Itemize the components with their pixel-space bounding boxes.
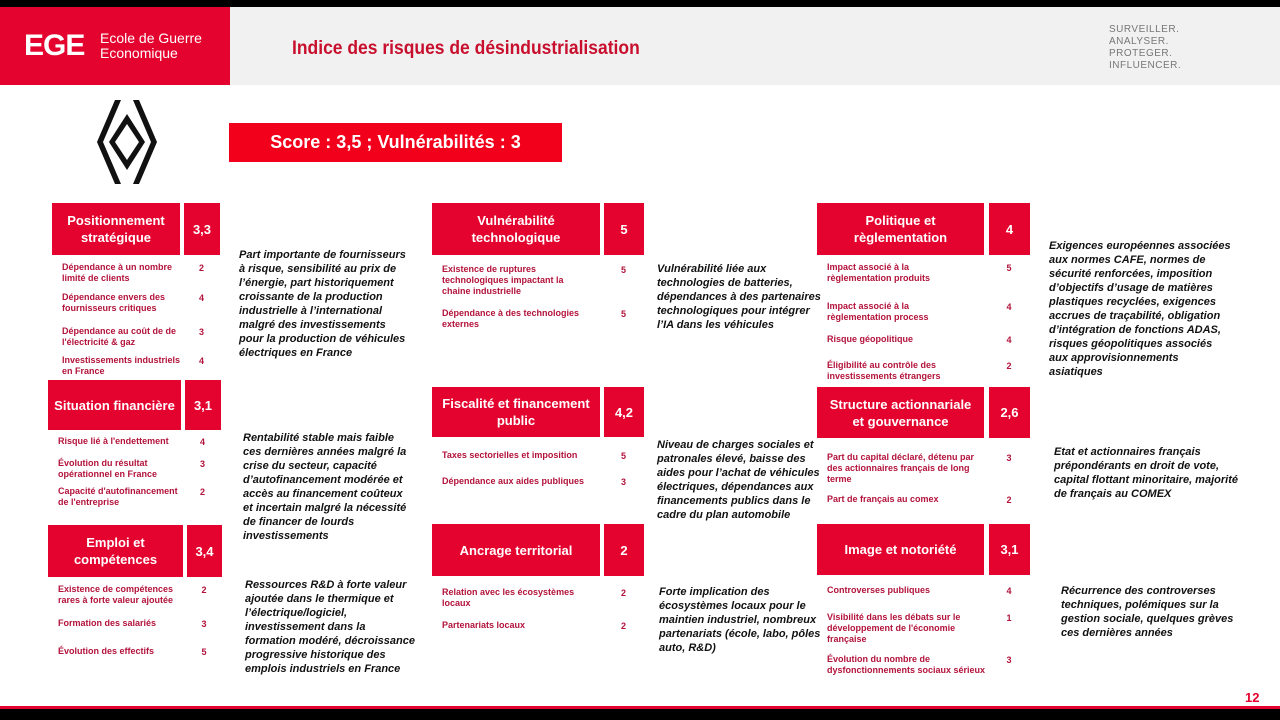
criterion-label: Dépendance au coût de de l'électricité & gaz: [62, 326, 177, 347]
top-bar: [0, 0, 1280, 7]
criterion-score: 4: [199, 356, 205, 366]
section-score: 4,2: [604, 387, 644, 437]
criterion-score: 4: [199, 293, 205, 303]
brand-line2: Economique: [100, 45, 178, 61]
motto-line: INFLUENCER.: [1109, 60, 1182, 71]
section-score: 3,1: [185, 380, 221, 430]
section-score: 4: [989, 203, 1030, 255]
criterion-score: 4: [1006, 586, 1012, 596]
section-header: Image et notoriété: [817, 524, 984, 575]
section-analysis: Forte implication des écosystèmes locaux pour le maintien industriel, nombreux partenariats (école, labo, pôles auto, R&D): [659, 586, 821, 654]
criterion-label: Risque géopolitique: [827, 334, 914, 344]
ege-logo: [0, 7, 230, 85]
criterion-label: Part du capital déclaré, détenu par des actionnaires français de long terme: [827, 452, 975, 484]
criterion-label: Évolution du résultat opérationnel en France: [58, 458, 158, 479]
criterion-label: Taxes sectorielles et imposition: [442, 450, 578, 460]
criterion-label: Part de français au comex: [827, 494, 939, 504]
overall-score-banner: Score : 3,5 ; Vulnérabilités : 3: [229, 123, 562, 162]
criterion-score: 4: [200, 437, 206, 447]
section-analysis: Niveau de charges sociales et patronales élevé, baisse des aides pour l’achat de véhicules électriques, dépendances aux financements publics dans le cadre du plan automobile: [657, 439, 820, 521]
criterion-label: Évolution du nombre de dysfonctionnements sociaux sérieux: [827, 654, 986, 675]
section-score: 3,4: [187, 525, 222, 577]
section-header: Structure actionnariale et gouvernance: [817, 387, 984, 438]
criterion-score: 5: [1006, 263, 1012, 273]
criterion-label: Dépendance aux aides publiques: [442, 476, 585, 486]
criterion-label: Capacité d'autofinancement de l'entreprise: [58, 486, 178, 507]
criterion-score: 3: [200, 459, 206, 469]
criterion-score: 2: [621, 621, 627, 631]
criterion-score: 5: [621, 309, 627, 319]
section-header: Fiscalité et financement public: [432, 387, 600, 437]
criterion-label: Impact associé à la règlementation produits: [827, 262, 931, 283]
criterion-label: Controverses publiques: [827, 585, 931, 595]
criterion-label: Dépendance envers des fournisseurs critiques: [62, 292, 166, 313]
section-header: Positionnement stratégique: [52, 203, 180, 255]
criterion-score: 1: [1006, 613, 1012, 623]
section-analysis: Etat et actionnaires français prépondérants en droit de vote, capital flottant minoritaire, majorité de français au COMEX: [1054, 446, 1238, 500]
section-analysis: Rentabilité stable mais faible ces dernières années malgré la crise du secteur, capacité d’autofinancement modérée et accès au financement coûteux et incertain malgré la nécessité de financer de lourds investissements: [243, 432, 407, 542]
section-score: 3,1: [989, 524, 1030, 575]
criterion-label: Investissements industriels en France: [62, 355, 181, 376]
section-analysis: Ressources R&D à forte valeur ajoutée dans le thermique et l’électrique/logiciel, investissement dans la formation modéré, décroissance progressive historique des emplois industriels en France: [245, 579, 415, 675]
section-header: Vulnérabilité technologique: [432, 203, 600, 255]
criterion-label: Dépendance à un nombre limité de clients: [62, 262, 173, 283]
criterion-score: 3: [201, 619, 207, 629]
criterion-score: 3: [199, 327, 205, 337]
criterion-score: 4: [1006, 335, 1012, 345]
section-analysis: Vulnérabilité liée aux technologies de batteries, dépendances à des partenaires technologiques pour intégrer l’IA dans les véhicules: [657, 263, 821, 331]
criterion-score: 2: [199, 263, 205, 273]
page-number: 12: [1245, 690, 1260, 705]
section-score: 5: [604, 203, 644, 255]
criterion-label: Existence de compétences rares à forte valeur ajoutée: [58, 584, 174, 605]
section-analysis: Exigences européennes associées aux normes CAFE, normes de sécurité renforcées, imposition d’objectifs d’usage de matières plastiques recyclées, exigences accrues de traçabilité, obligation d’intégration de fonctions ADAS, risques géopolitiques associés aux approvisionnements asiatiques: [1049, 240, 1231, 378]
criterion-label: Éligibilité au contrôle des investissements étrangers: [827, 360, 941, 381]
section-score: 2: [604, 524, 644, 576]
section-analysis: Part importante de fournisseurs à risque, sensibilité au prix de l’énergie, part historiquement croissante de la production industrielle à l’international malgré des investissements pour la production de véhicules électriques en France: [239, 249, 406, 359]
criterion-score: 2: [1006, 495, 1012, 505]
motto-line: PROTEGER.: [1109, 48, 1173, 59]
criterion-score: 2: [621, 588, 627, 598]
criterion-score: 3: [1006, 453, 1012, 463]
criterion-label: Partenariats locaux: [442, 620, 526, 630]
brand-line1: Ecole de Guerre: [100, 30, 202, 46]
criterion-label: Relation avec les écosystèmes locaux: [442, 587, 575, 608]
section-header: Ancrage territorial: [432, 524, 600, 576]
criterion-score: 2: [1006, 361, 1012, 371]
criterion-score: 5: [201, 647, 207, 657]
renault-logo-icon: [95, 98, 159, 186]
criterion-score: 5: [621, 451, 627, 461]
criterion-label: Dépendance à des technologies externes: [442, 308, 580, 329]
motto: [1109, 24, 1181, 72]
brand-short: EGE: [24, 29, 85, 62]
criterion-label: Évolution des effectifs: [58, 646, 155, 656]
section-header: Situation financière: [48, 380, 181, 430]
criterion-label: Impact associé à la règlementation process: [827, 301, 929, 322]
criterion-score: 3: [1006, 655, 1012, 665]
criterion-score: 2: [200, 487, 206, 497]
motto-line: SURVEILLER.: [1109, 24, 1180, 35]
section-header: Emploi et compétences: [48, 525, 183, 577]
criterion-score: 2: [201, 585, 207, 595]
section-analysis: Récurrence des controverses techniques, polémiques sur la gestion sociale, quelques grèves ces dernières années: [1061, 585, 1234, 639]
criterion-score: 4: [1006, 302, 1012, 312]
slide-header: [0, 7, 1280, 85]
criterion-score: 3: [621, 477, 627, 487]
footer-bar: [0, 709, 1280, 720]
motto-line: ANALYSER.: [1109, 36, 1169, 47]
section-header: Politique et règlementation: [817, 203, 984, 255]
criterion-label: Visibilité dans les débats sur le développement de l'économie française: [827, 612, 961, 644]
slide-title: Indice des risques de désindustrialisation: [292, 38, 640, 59]
section-score: 2,6: [989, 387, 1030, 438]
section-score: 3,3: [184, 203, 220, 255]
criterion-label: Risque lié à l'endettement: [58, 436, 169, 446]
criterion-label: Existence de ruptures technologiques impactant la chaine industrielle: [442, 264, 564, 296]
criterion-score: 5: [621, 265, 627, 275]
criterion-label: Formation des salariés: [58, 618, 157, 628]
